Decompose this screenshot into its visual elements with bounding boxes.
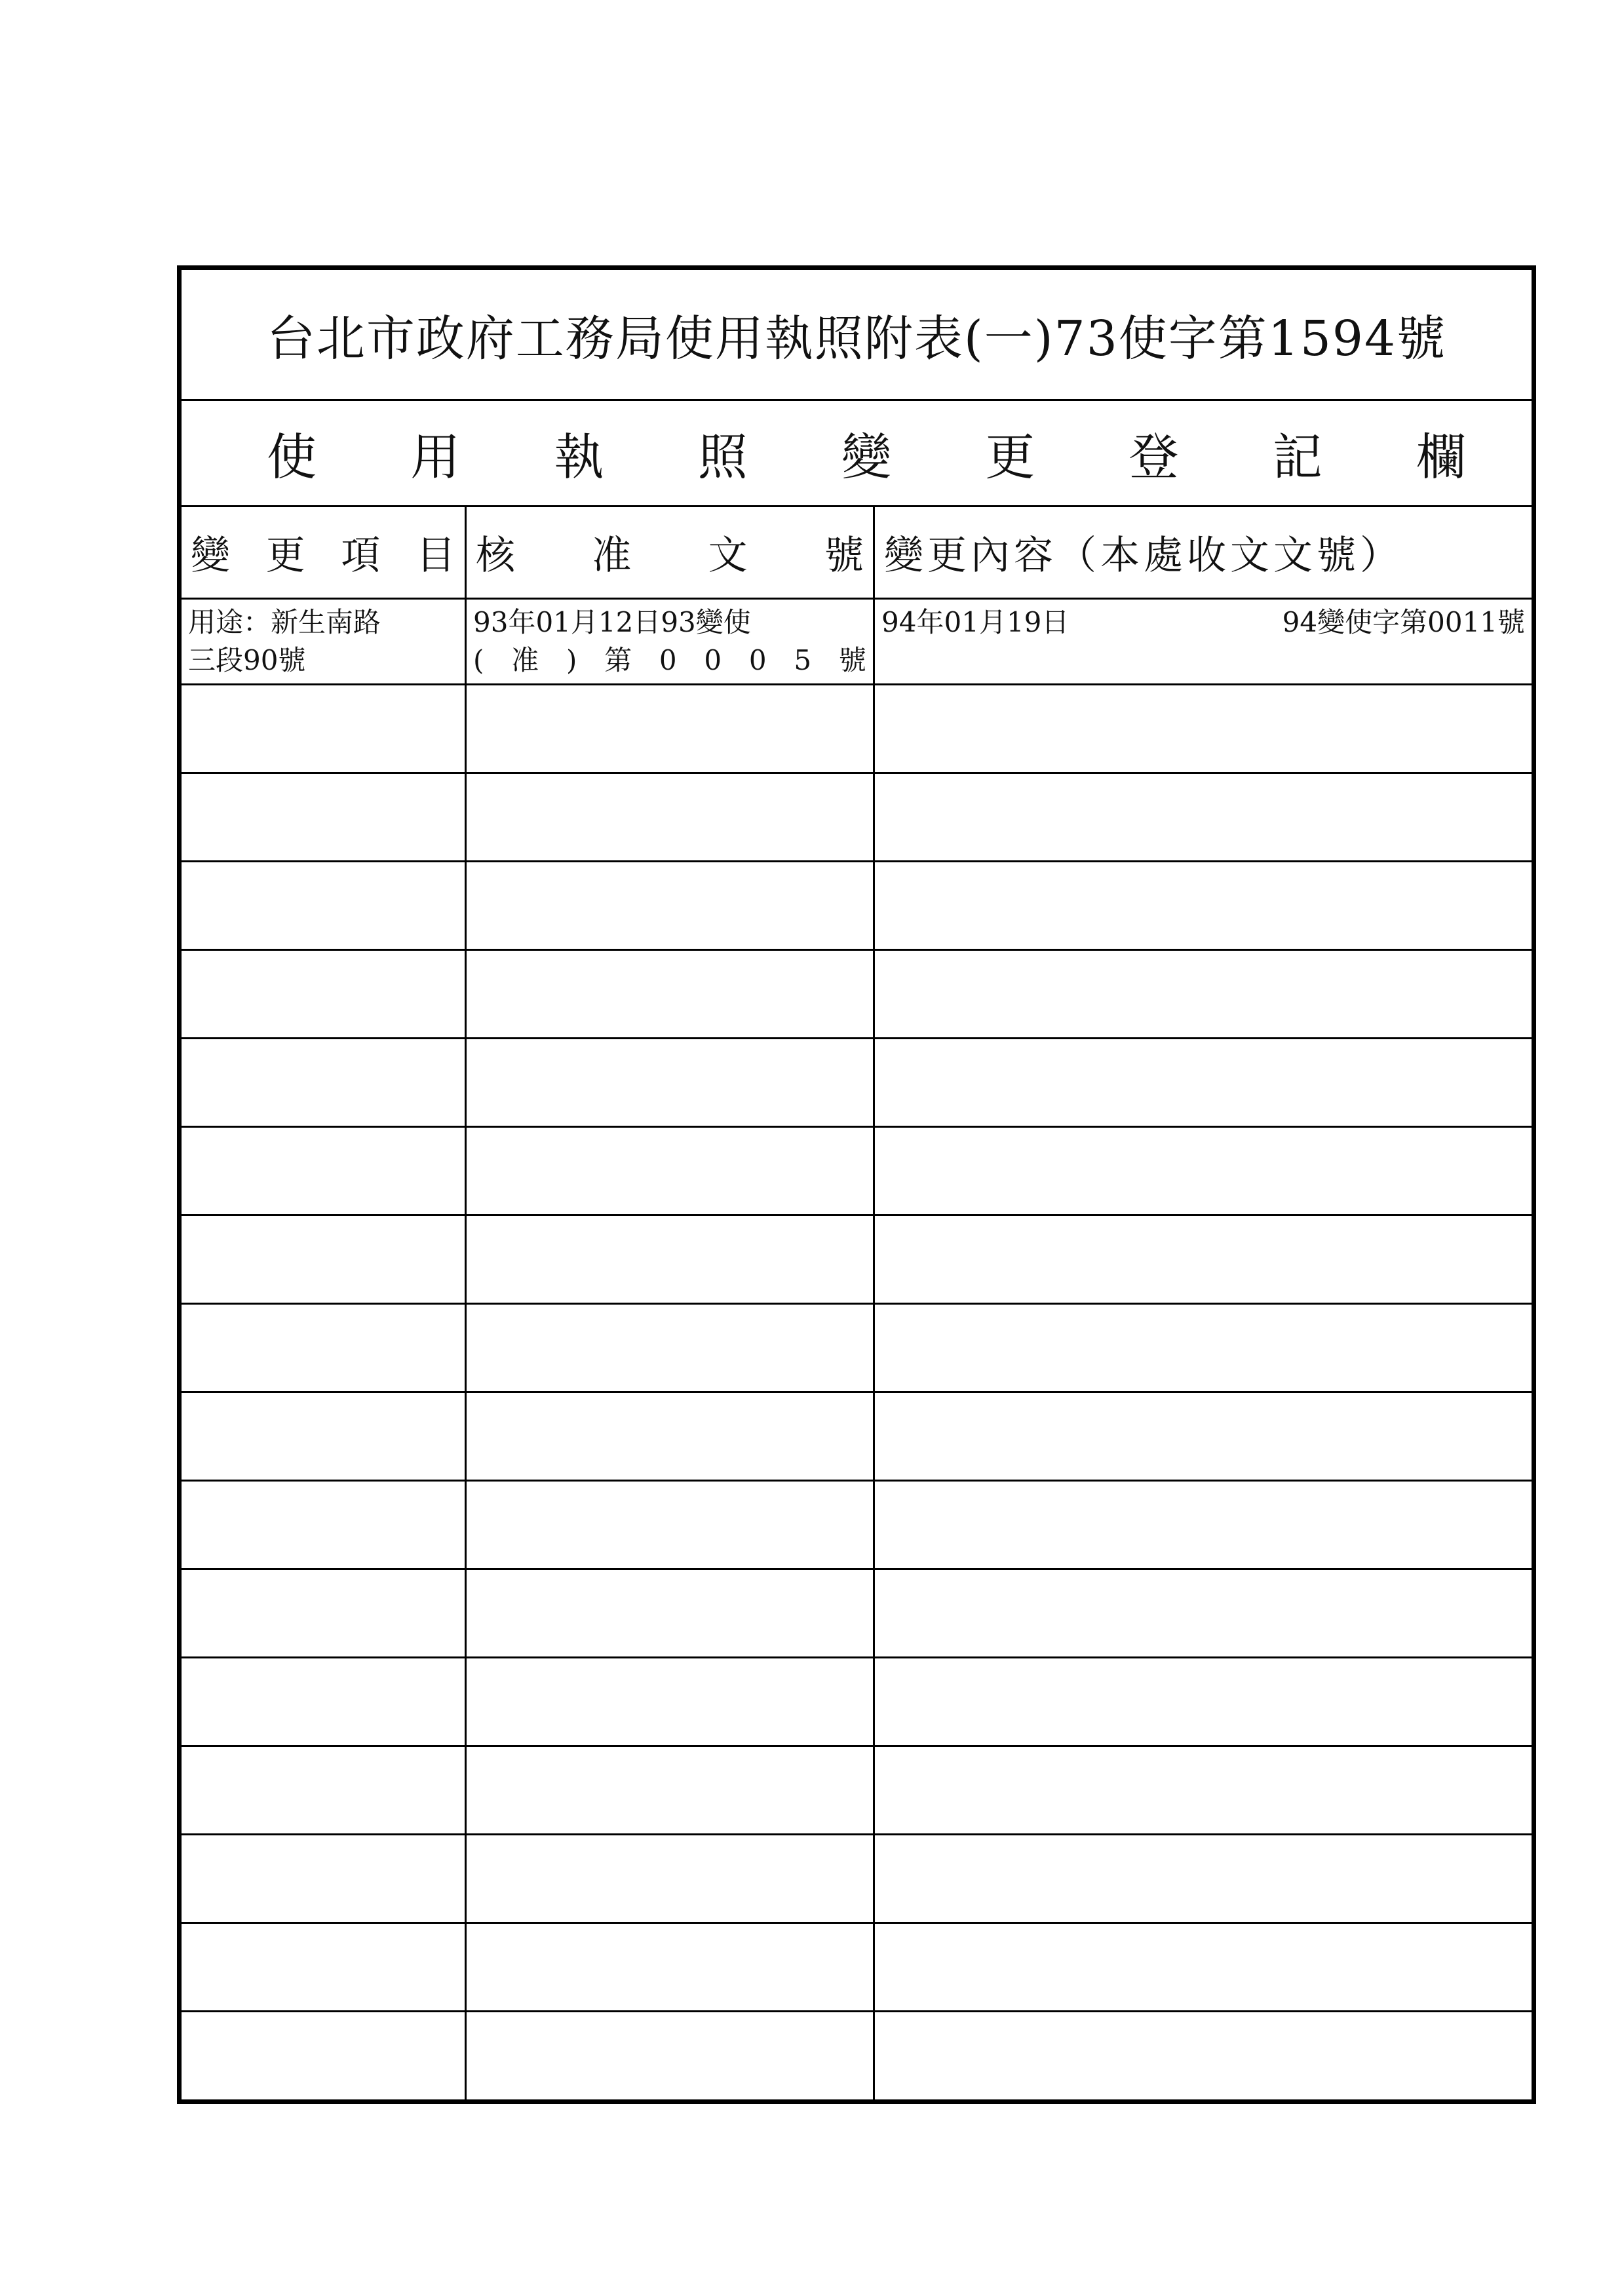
row-divider: [182, 1303, 1532, 1305]
row-divider: [182, 1391, 1532, 1393]
header-char: 變: [191, 533, 230, 579]
subtitle-char: 記: [1272, 428, 1322, 486]
approval-char: 0: [748, 644, 767, 676]
change-item-line: 用途：新生南路: [188, 606, 381, 638]
subtitle-char: 登: [1128, 428, 1179, 486]
row-divider: [182, 772, 1532, 774]
header-char: 項: [341, 533, 381, 579]
row-divider: [182, 1656, 1532, 1658]
cell-change-content: [875, 600, 1532, 683]
approval-char: ): [566, 644, 577, 676]
header-char: 目: [415, 533, 455, 579]
cell-change-item: [182, 600, 465, 683]
row-divider: [182, 1037, 1532, 1039]
row-divider: [182, 2010, 1532, 2012]
subtitle-char: 變: [841, 428, 891, 486]
header-char: 更: [265, 533, 305, 579]
row-divider: [182, 1922, 1532, 1924]
row-divider: [182, 1480, 1532, 1482]
row-divider: [182, 1126, 1532, 1128]
header-char: 號: [824, 533, 864, 579]
cell-approval-number: [467, 600, 873, 683]
content-date: 94年01月19日: [881, 606, 1070, 638]
subtitle-char: 更: [985, 428, 1035, 486]
header-change-item: [182, 507, 465, 598]
usage-license-attachment-form: [177, 265, 1536, 2104]
header-char: 文: [708, 533, 748, 579]
change-content-line: [881, 603, 1525, 641]
approval-char: 0: [704, 644, 722, 676]
approval-char: 5: [794, 644, 812, 676]
header-char: 准: [592, 533, 632, 579]
approval-line: [473, 641, 866, 679]
change-item-line: 三段90號: [188, 644, 306, 676]
change-record-table: [182, 507, 1532, 2099]
approval-line: 93年01月12日93變使: [473, 606, 751, 638]
row-divider: [182, 1833, 1532, 1835]
header-approval-number: [467, 507, 873, 598]
row-divider: [182, 860, 1532, 862]
row-divider: [182, 1568, 1532, 1570]
form-title: 台北市政府工務局使用執照附表(一)73使字第1594號: [182, 270, 1532, 401]
approval-char: 第: [604, 644, 632, 676]
row-divider: [182, 949, 1532, 951]
content-number: 94變使字第0011號: [1282, 606, 1525, 638]
row-divider: [182, 1214, 1532, 1216]
subtitle-char: 欄: [1416, 428, 1466, 486]
subtitle-char: 使: [267, 428, 317, 486]
form-subtitle: [182, 401, 1532, 507]
subtitle-char: 用: [410, 428, 461, 486]
subtitle-char: 照: [697, 428, 748, 486]
row-divider: [182, 683, 1532, 685]
approval-char: (: [473, 644, 484, 676]
subtitle-char: 執: [554, 428, 604, 486]
approval-char: 0: [659, 644, 677, 676]
approval-char: 號: [838, 644, 866, 676]
approval-char: 准: [511, 644, 539, 676]
header-change-content: 變更內容（本處收文文號）: [884, 533, 1403, 579]
row-divider: [182, 1745, 1532, 1747]
header-char: 核: [476, 533, 515, 579]
